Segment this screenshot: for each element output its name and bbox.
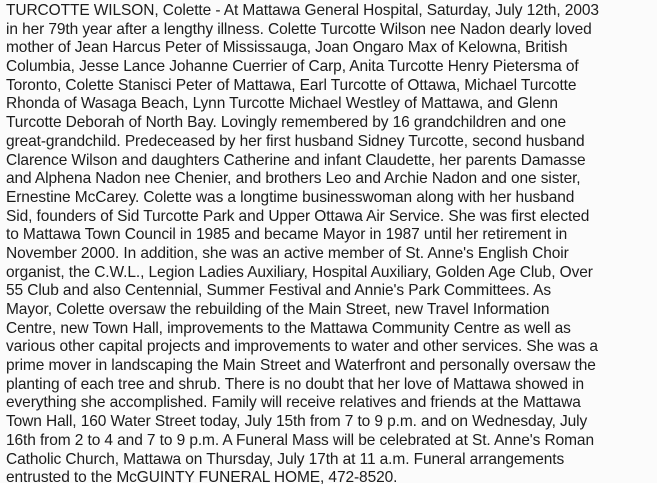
obituary-line: Catholic Church, Mattawa on Thursday, July 17th at 11 a.m. Funeral arrangements <box>6 450 565 468</box>
obituary-line: November 2000. In addition, she was an active member of St. Anne's English Choir <box>6 244 569 262</box>
obituary-line: entrusted to the McGUINTY FUNERAL HOME, 472-8520. <box>6 469 398 487</box>
obituary-line: Rhonda of Wasaga Beach, Lynn Turcotte Michael Westley of Mattawa, and Glenn <box>6 95 558 113</box>
obituary-line: Centre, new Town Hall, improvements to the Mattawa Community Centre as well as <box>6 319 571 337</box>
obituary-line: everything she accomplished. Family will receive relatives and friends at the Mattawa <box>6 394 581 412</box>
obituary-line: Clarence Wilson and daughters Catherine and infant Claudette, her parents Damasse <box>6 151 586 169</box>
obituary-line: and Alphena Nadon nee Chenier, and brothers Leo and Archie Nadon and one sister, <box>6 170 581 188</box>
obituary-line: Ernestine McCarey. Colette was a longtime businesswoman along with her husband <box>6 188 575 206</box>
obituary-line: prime mover in landscaping the Main Street and Waterfront and personally oversaw the <box>6 357 596 375</box>
obituary-line: mother of Jean Harcus Peter of Mississauga, Joan Ongaro Max of Kelowna, British <box>6 39 568 57</box>
obituary-line: TURCOTTE WILSON, Colette - At Mattawa General Hospital, Saturday, July 12th, 2003 <box>6 2 599 19</box>
obituary-line: 16th from 2 to 4 and 7 to 9 p.m. A Funeral Mass will be celebrated at St. Anne's Roman <box>6 431 594 449</box>
obituary-line: planting of each tree and shrub. There is no doubt that her love of Mattawa showed in <box>6 375 584 393</box>
obituary-line: various other capital projects and improvements to water and other services. She was a <box>6 338 598 356</box>
obituary-text <box>6 2 657 488</box>
obituary-line: Mayor, Colette oversaw the rebuilding of the Main Street, new Travel Information <box>6 301 550 318</box>
obituary-line: Sid, founders of Sid Turcotte Park and Upper Ottawa Air Service. She was first elected <box>6 207 590 225</box>
obituary-line: Town Hall, 160 Water Street today, July 15th from 7 to 9 p.m. and on Wednesday, July <box>6 413 588 431</box>
obituary-line: Columbia, Jesse Lance Johanne Cuerrier of Carp, Anita Turcotte Henry Pietersma of <box>6 58 579 76</box>
obituary-line: in her 79th year after a lengthy illness. Colette Turcotte Wilson nee Nadon dearly loved <box>6 20 592 38</box>
obituary-line: Turcotte Deborah of North Bay. Lovingly remembered by 16 grandchildren and one <box>6 114 566 132</box>
obituary-line: organist, the C.W.L., Legion Ladies Auxiliary, Hospital Auxiliary, Golden Age Club, Over <box>6 263 593 281</box>
obituary-line: great-grandchild. Predeceased by her first husband Sidney Turcotte, second husband <box>6 132 585 150</box>
obituary-line: 55 Club and also Centennial, Summer Festival and Annie's Park Committees. As <box>6 282 552 300</box>
obituary-line: Toronto, Colette Stanisci Peter of Mattawa, Earl Turcotte of Ottawa, Michael Turcotte <box>6 76 577 94</box>
obituary-line: to Mattawa Town Council in 1985 and became Mayor in 1987 until her retirement in <box>6 226 568 244</box>
